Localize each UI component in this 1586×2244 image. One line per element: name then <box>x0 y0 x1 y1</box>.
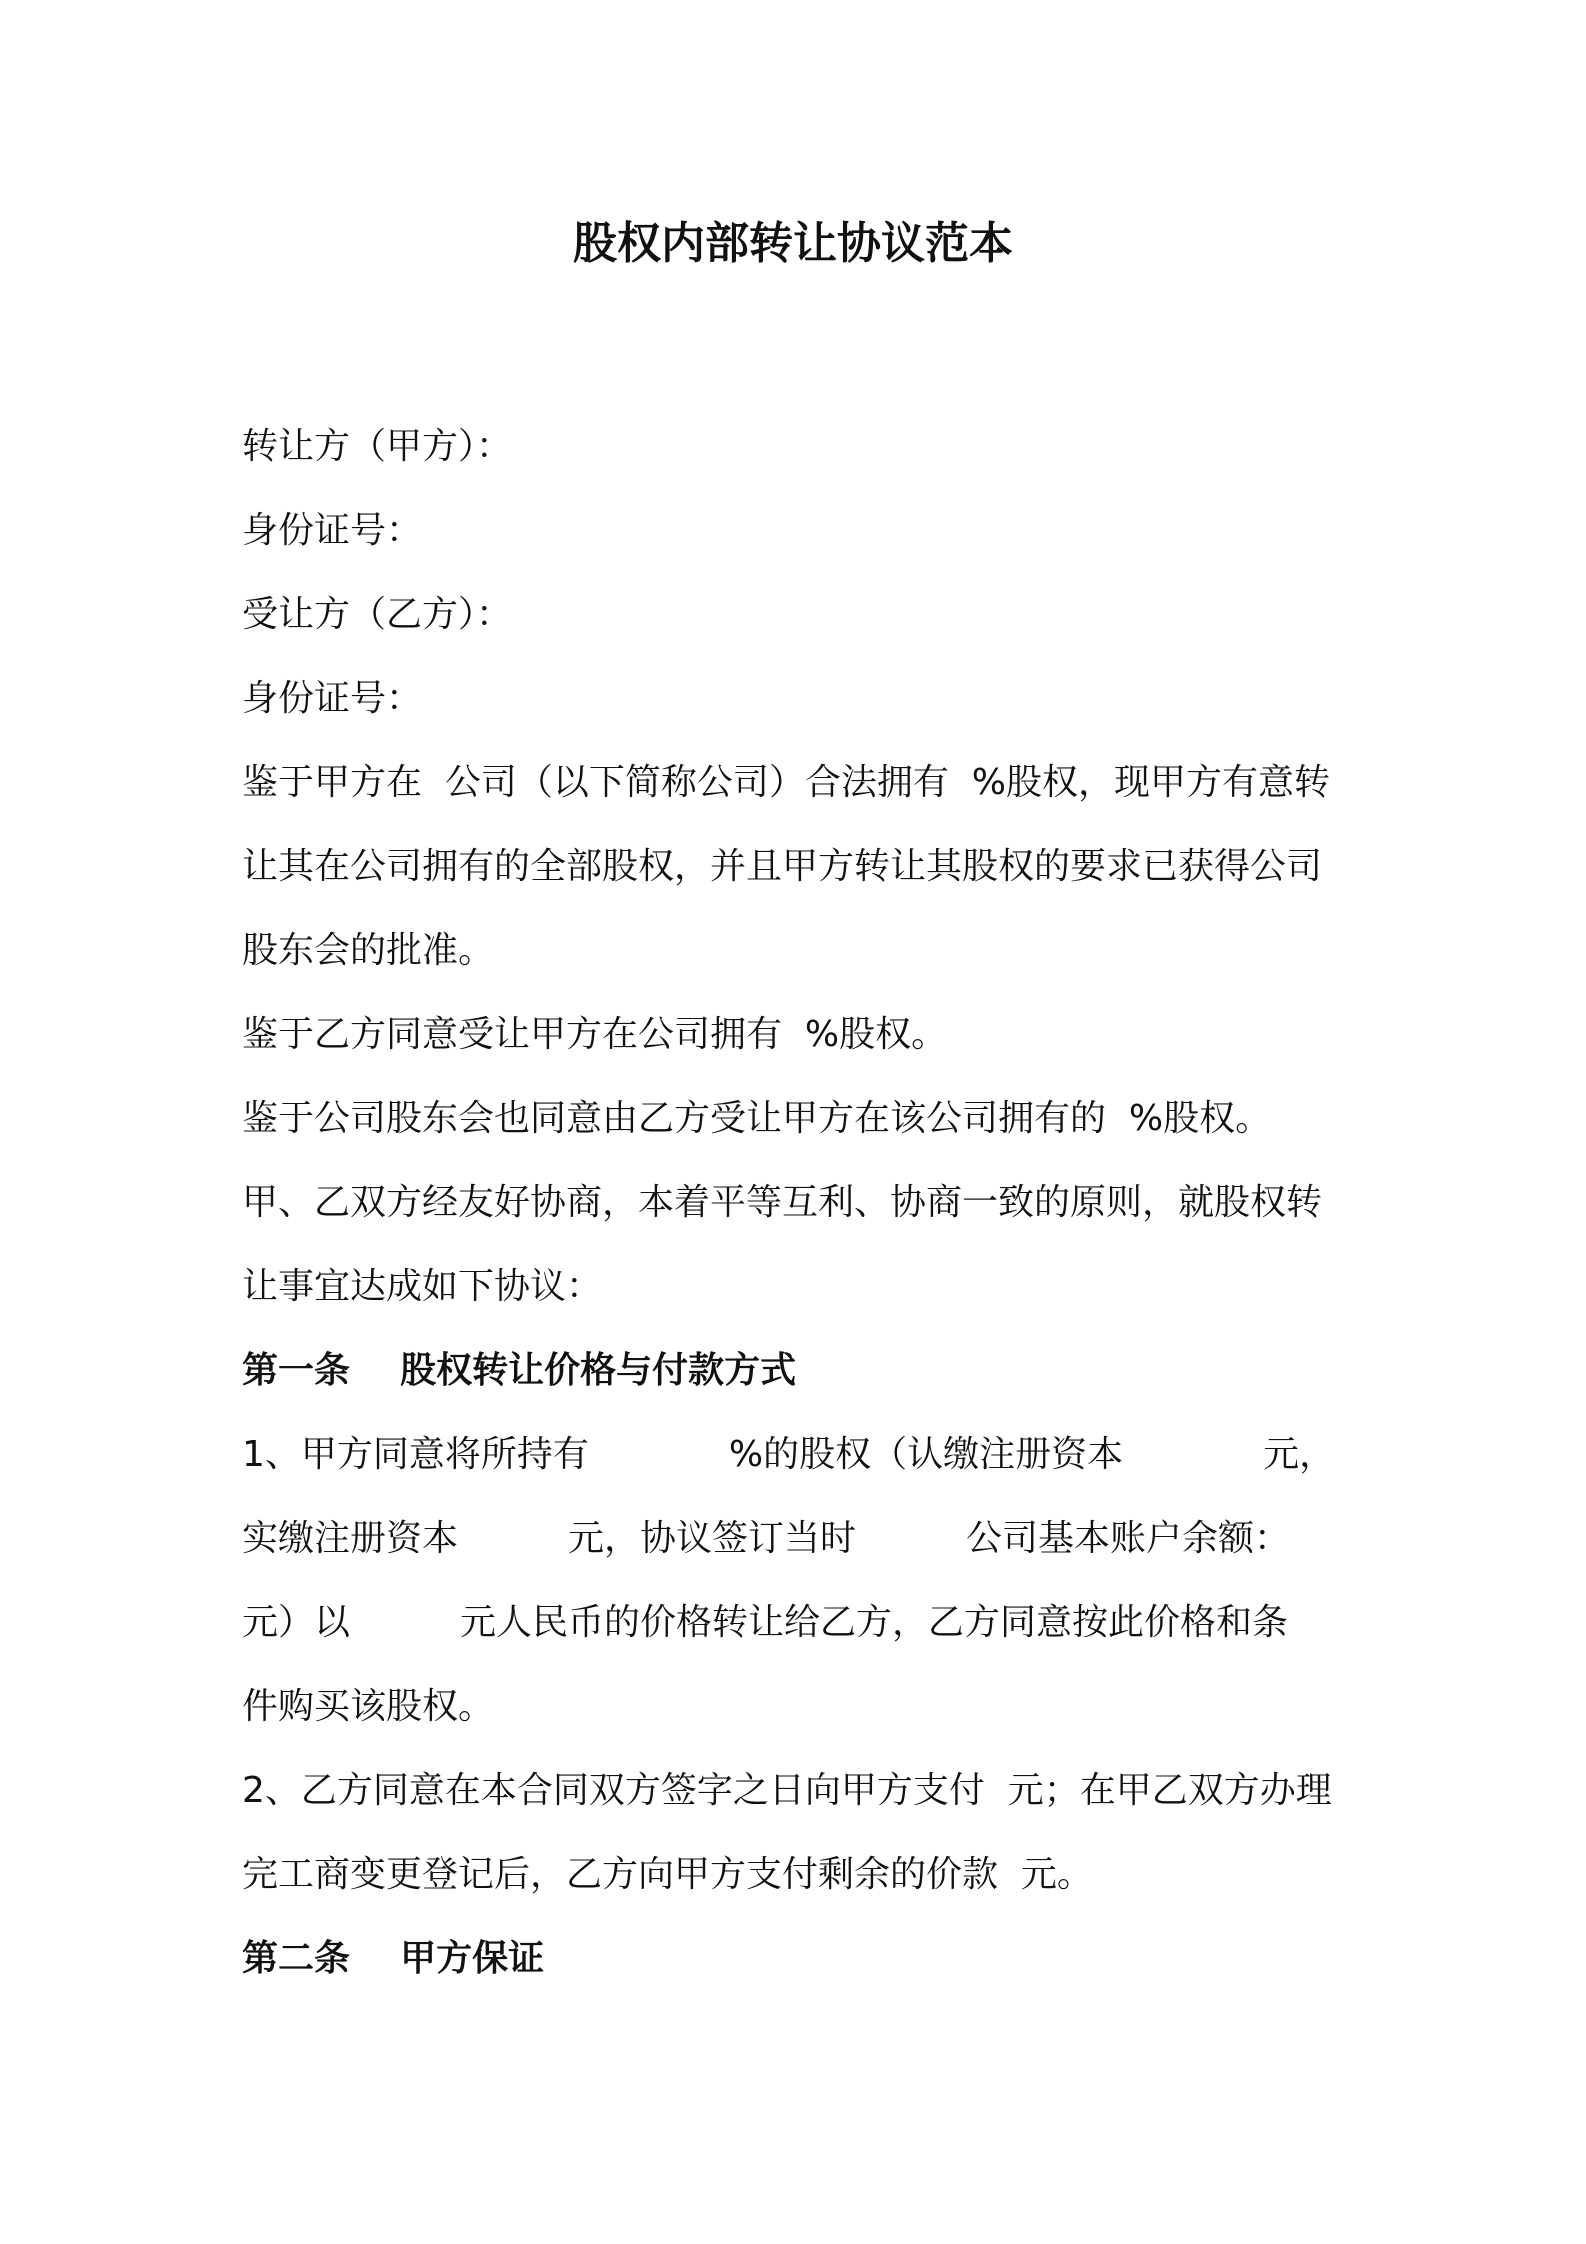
text-segment: 元， <box>1263 1434 1336 1475</box>
text-segment: 公司基本账户余额： <box>966 1518 1291 1559</box>
document-body <box>242 405 1362 2001</box>
paragraph-line: 让事宜达成如下协议： <box>242 1266 603 1307</box>
text-segment: 1、甲方同意将所持有 <box>242 1434 589 1475</box>
paragraph-line: 件购买该股权。 <box>242 1686 495 1727</box>
paragraph-line: 身份证号： <box>242 678 423 719</box>
paragraph-line <box>242 1497 1362 1581</box>
article-heading: 第一条 股权转让价格与付款方式 <box>242 1350 797 1391</box>
text-segment: 元，协议签订当时 <box>568 1518 857 1559</box>
paragraph-line: 鉴于乙方同意受让甲方在公司拥有 %股权。 <box>242 1014 948 1055</box>
article-heading: 第二条 甲方保证 <box>242 1938 545 1979</box>
text-segment: 元人民币的价格转让给乙方，乙方同意按此价格和条 <box>460 1602 1289 1643</box>
paragraph-line: 身份证号： <box>242 510 423 551</box>
text-segment: %的股权（认缴注册资本 <box>728 1434 1124 1475</box>
text-segment: 元）以 <box>242 1602 351 1643</box>
paragraph-line <box>242 1413 1362 1497</box>
paragraph-line: 股东会的批准。 <box>242 930 495 971</box>
text-segment: 实缴注册资本 <box>242 1518 459 1559</box>
paragraph-line: 让其在公司拥有的全部股权，并且甲方转让其股权的要求已获得公司 <box>242 846 1323 887</box>
paragraph-line: 转让方（甲方）： <box>242 426 513 467</box>
paragraph-line: 完工商变更登记后，乙方向甲方支付剩余的价款 元。 <box>242 1854 1093 1895</box>
paragraph-line: 鉴于公司股东会也同意由乙方受让甲方在该公司拥有的 %股权。 <box>242 1098 1272 1139</box>
paragraph-line: 甲、乙双方经友好协商，本着平等互利、协商一致的原则，就股权转 <box>242 1182 1323 1223</box>
paragraph-line: 2、乙方同意在本合同双方签字之日向甲方支付 元；在甲乙双方办理 <box>242 1770 1332 1811</box>
document-title: 股权内部转让协议范本 <box>573 218 1013 269</box>
paragraph-line: 鉴于甲方在 公司（以下简称公司）合法拥有 %股权，现甲方有意转 <box>242 762 1330 803</box>
paragraph-line: 受让方（乙方）： <box>242 594 513 635</box>
paragraph-line <box>242 1581 1362 1665</box>
